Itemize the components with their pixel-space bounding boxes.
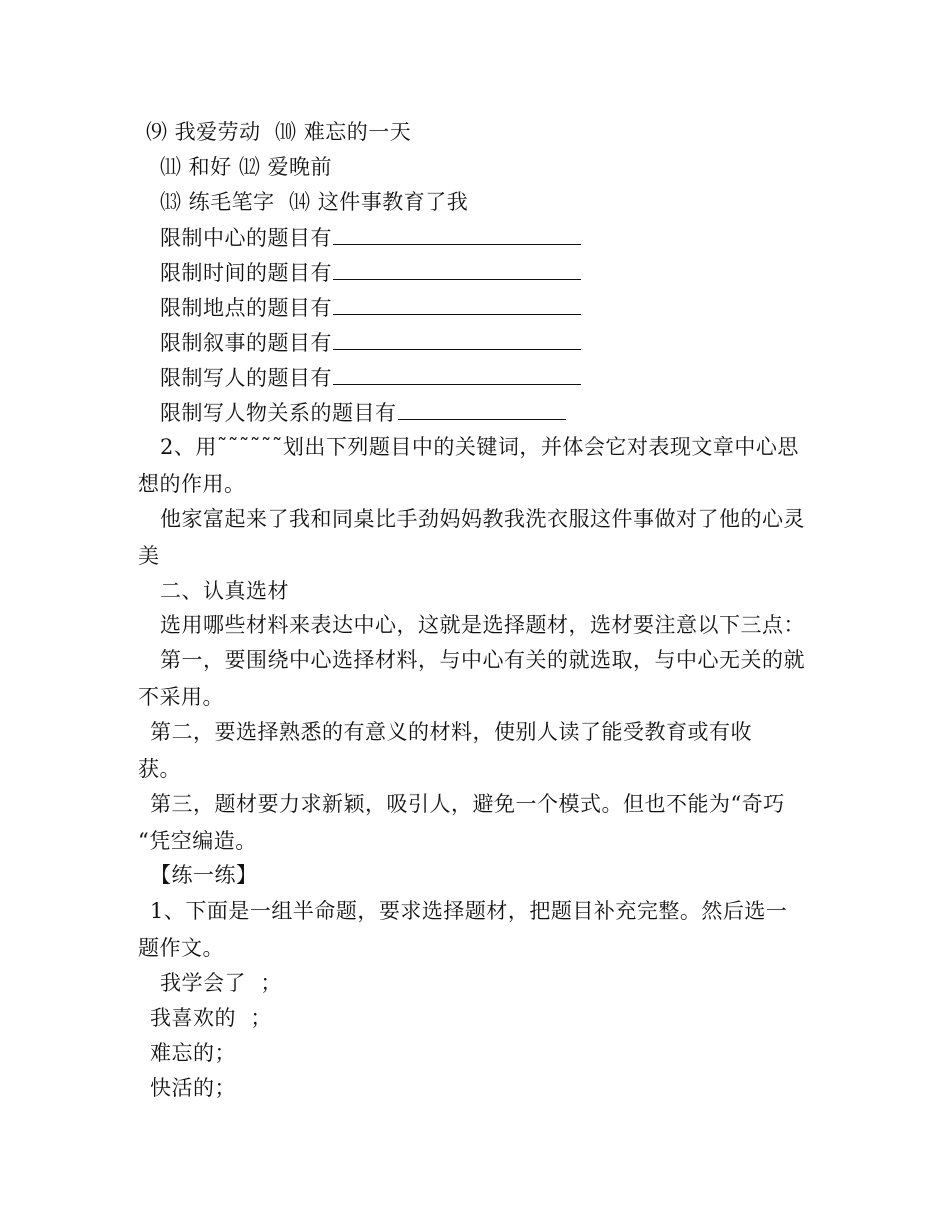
question-relationship — [160, 399, 566, 426]
question-time — [160, 259, 581, 286]
answer-blank-person[interactable] — [333, 364, 581, 385]
question-narrative — [160, 329, 581, 356]
half-title-3: 难忘的； — [150, 1041, 236, 1065]
question-time-label: 限制时间的题目有 — [160, 261, 332, 285]
point-1-line-2: 不采用。 — [138, 685, 224, 709]
practice-1-line-2: 题作文。 — [138, 936, 224, 960]
point-2-line-2: 获。 — [138, 757, 181, 781]
topic-line-11-12: ⑾ 和好 ⑿ 爱晚前 — [160, 155, 333, 179]
instruction-2-line-1: 2、用˜˜˜˜˜˜划出下列题目中的关键词，并体会它对表现文章中心思 — [160, 435, 799, 459]
half-title-1: 我学会了 ； — [160, 971, 282, 995]
topic-line-13-14: ⒀ 练毛笔字 ⒁ 这件事教育了我 — [160, 190, 469, 214]
answer-blank-place[interactable] — [333, 294, 581, 315]
point-2-line-1: 第二，要选择熟悉的有意义的材料，使别人读了能受教育或有收 — [150, 720, 752, 744]
topic-line-9-10: ⑼ 我爱劳动 ⑽ 难忘的一天 — [146, 120, 412, 144]
point-3-line-2: “凭空编造。 — [138, 829, 257, 853]
answer-blank-center[interactable] — [333, 224, 581, 245]
answer-blank-narrative[interactable] — [333, 329, 581, 350]
point-3-line-1: 第三，题材要力求新颖，吸引人，避免一个模式。但也不能为“奇巧 — [150, 792, 785, 816]
question-center — [160, 224, 581, 251]
instruction-2-line-2: 想的作用。 — [138, 472, 246, 496]
question-person-label: 限制写人的题目有 — [160, 366, 332, 390]
half-title-4: 快活的； — [150, 1076, 236, 1100]
practice-1-line-1: 1、下面是一组半命题，要求选择题材，把题目补充完整。然后选一 — [150, 899, 788, 923]
question-place — [160, 294, 581, 321]
practice-heading: 【练一练】 — [150, 863, 258, 887]
material-intro: 选用哪些材料来表达中心，这就是选择题材，选材要注意以下三点： — [160, 613, 805, 637]
question-narrative-label: 限制叙事的题目有 — [160, 331, 332, 355]
question-relationship-label: 限制写人物关系的题目有 — [160, 401, 397, 425]
half-title-2: 我喜欢的 ； — [150, 1006, 272, 1030]
answer-blank-relationship[interactable] — [398, 399, 566, 420]
answer-blank-time[interactable] — [333, 259, 581, 280]
point-1-line-1: 第一，要围绕中心选择材料，与中心有关的就选取，与中心无关的就 — [160, 648, 805, 672]
title-list-line-2: 美 — [138, 544, 160, 568]
question-place-label: 限制地点的题目有 — [160, 296, 332, 320]
title-list-line-1: 他家富起来了我和同桌比手劲妈妈教我洗衣服这件事做对了他的心灵 — [160, 507, 805, 531]
section-heading-material: 二、认真选材 — [160, 579, 289, 603]
question-center-label: 限制中心的题目有 — [160, 226, 332, 250]
question-person — [160, 364, 581, 391]
